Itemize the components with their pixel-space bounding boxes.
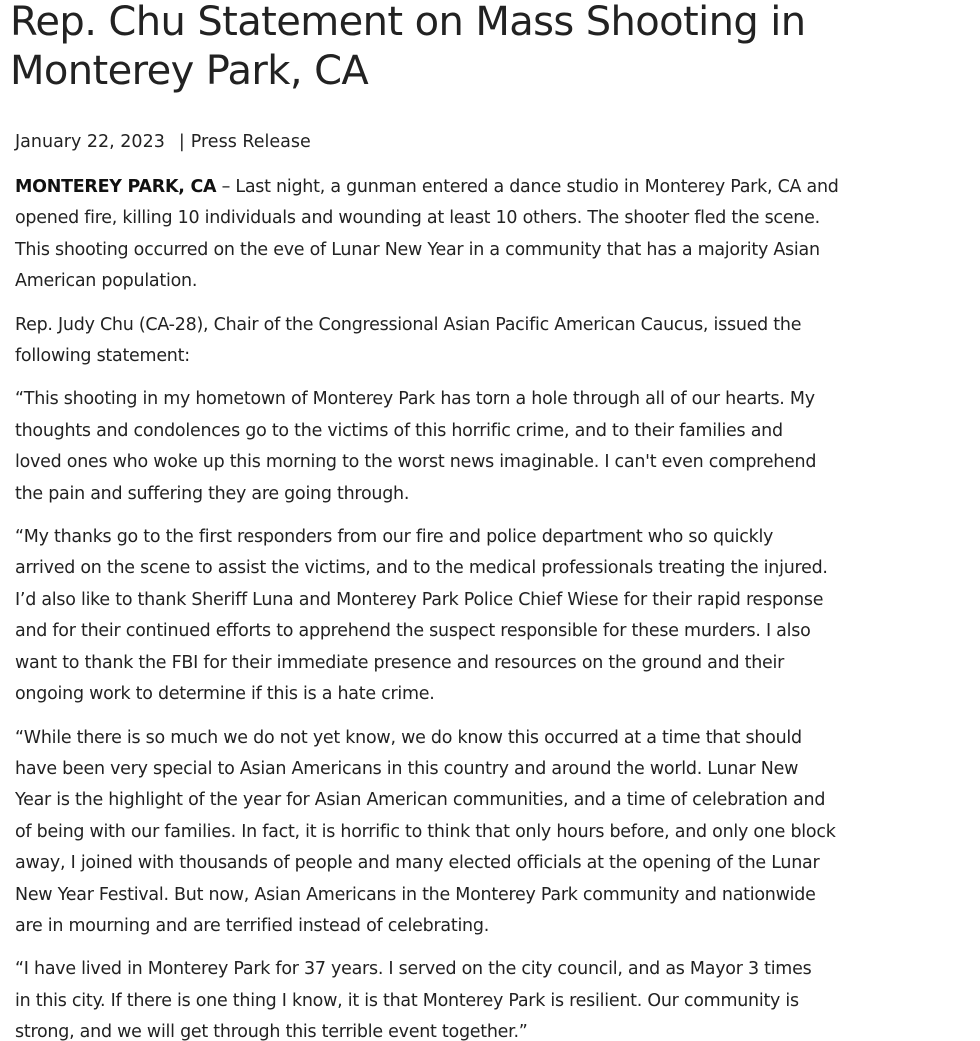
dateline: MONTEREY PARK, CA xyxy=(15,177,217,197)
paragraph-quote-4 xyxy=(15,954,977,1041)
paragraph-line: arrived on the scene to assist the victims, and to the medical professionals treating the injured. xyxy=(15,558,828,579)
paragraph-line: have been very special to Asian Americans in this country and around the world. Lunar New xyxy=(15,758,799,779)
paragraph-line: of being with our families. In fact, it is horrific to think that only hours before, and only one block xyxy=(15,821,836,842)
paragraph-line: away, I joined with thousands of people and many elected officials at the opening of the Lunar xyxy=(15,853,820,874)
meta-separator: | xyxy=(178,132,185,152)
paragraph-quote-1 xyxy=(15,384,977,510)
paragraph-line: following statement: xyxy=(15,346,190,367)
paragraph-quote-2 xyxy=(15,522,977,710)
paragraph-line: thoughts and condolences go to the victims of this horrific crime, and to their families and xyxy=(15,420,783,441)
paragraph-line: and for their continued efforts to apprehend the suspect responsible for these murders. I also xyxy=(15,621,811,642)
paragraph-line: “This shooting in my hometown of Monterey Park has torn a hole through all of our hearts. My xyxy=(15,389,815,410)
paragraph-line: “While there is so much we do not yet know, we do know this occurred at a time that should xyxy=(15,727,802,748)
publish-date: January 22, 2023 xyxy=(15,132,165,152)
article-body xyxy=(15,172,977,1041)
paragraph-line: Rep. Judy Chu (CA-28), Chair of the Congressional Asian Pacific American Caucus, issued the xyxy=(15,314,802,335)
paragraph-line: opened fire, killing 10 individuals and wounding at least 10 others. The shooter fled the scene. xyxy=(15,208,820,229)
paragraph-line: are in mourning and are terrified instead of celebrating. xyxy=(15,915,490,936)
title-line-1: Rep. Chu Statement on Mass Shooting in xyxy=(10,0,806,45)
paragraph-line: American population. xyxy=(15,271,198,292)
paragraph-line: loved ones who woke up this morning to the worst news imaginable. I can't even comprehend xyxy=(15,452,817,473)
paragraph-line: strong, and we will get through this terrible event together.” xyxy=(15,1022,528,1041)
paragraph-quote-3 xyxy=(15,723,977,943)
paragraph-line: New Year Festival. But now, Asian Americans in the Monterey Park community and nationwide xyxy=(15,884,816,905)
paragraph-line: “My thanks go to the first responders from our fire and police department who so quickly xyxy=(15,527,774,548)
page-title xyxy=(10,0,970,96)
paragraph-attribution xyxy=(15,310,977,373)
paragraph-line: the pain and suffering they are going through. xyxy=(15,483,410,504)
paragraph-line: I’d also like to thank Sheriff Luna and Monterey Park Police Chief Wiese for their rapid response xyxy=(15,589,824,610)
paragraph-line: ongoing work to determine if this is a hate crime. xyxy=(15,684,435,705)
paragraph-line: in this city. If there is one thing I know, it is that Monterey Park is resilient. Our community is xyxy=(15,990,799,1011)
title-line-2: Monterey Park, CA xyxy=(10,48,369,94)
category-label: Press Release xyxy=(190,132,311,152)
paragraph-line: This shooting occurred on the eve of Lunar New Year in a community that has a majority Asian xyxy=(15,239,820,260)
paragraph-line: Year is the highlight of the year for Asian American communities, and a time of celebration and xyxy=(15,790,826,811)
paragraph-line: want to thank the FBI for their immediate presence and resources on the ground and their xyxy=(15,652,785,673)
paragraph-intro xyxy=(15,172,977,298)
paragraph-line: MONTEREY PARK, CA – Last night, a gunman entered a dance studio in Monterey Park, CA and xyxy=(15,177,839,197)
article-meta xyxy=(15,129,311,155)
paragraph-line: “I have lived in Monterey Park for 37 years. I served on the city council, and as Mayor 3 times xyxy=(15,959,812,980)
